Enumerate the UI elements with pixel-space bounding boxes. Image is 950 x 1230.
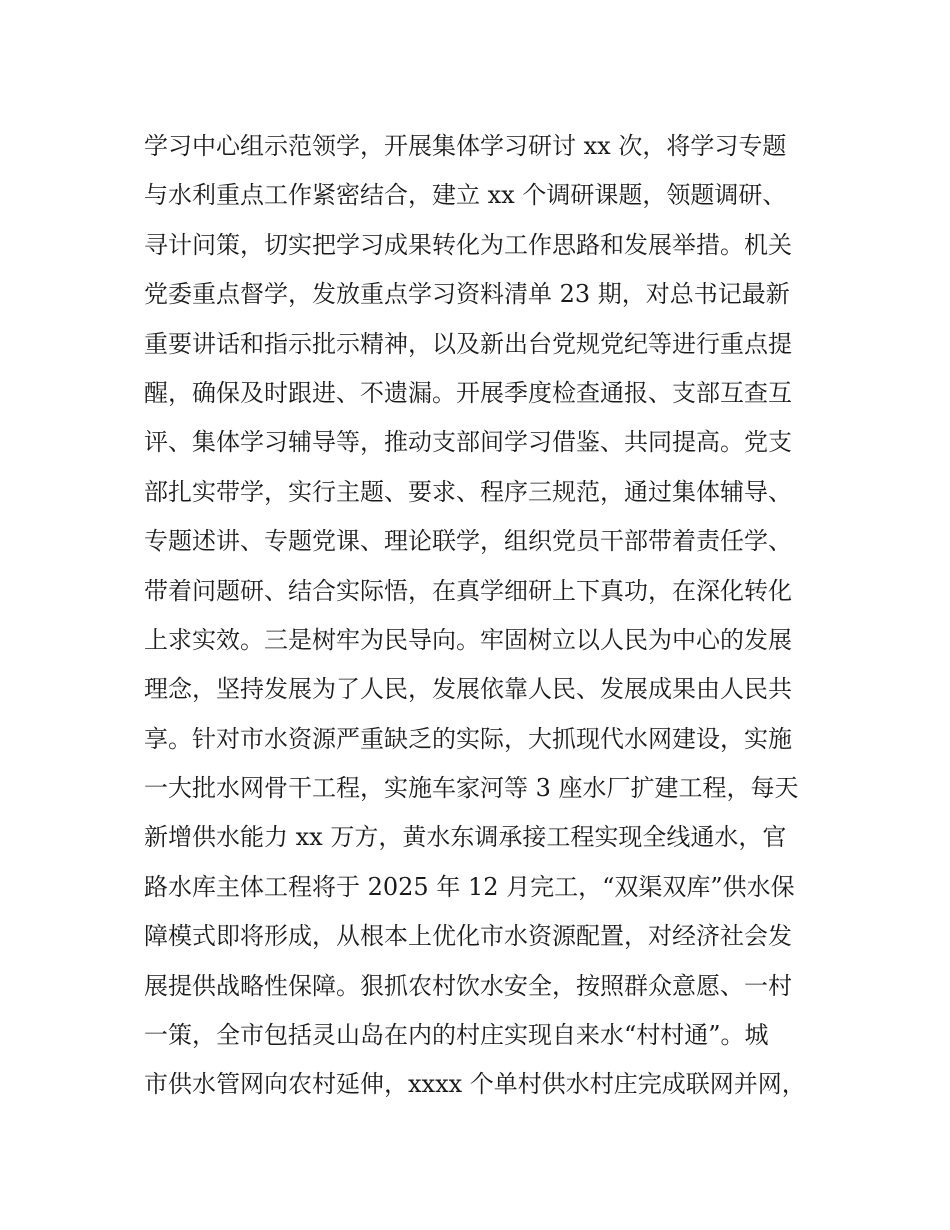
text-line: 寻计问策，切实把学习成果转化为工作思路和发展举措。机关	[144, 230, 792, 259]
text-line: 享。针对市水资源严重缺乏的实际，大抓现代水网建设，实施	[144, 724, 792, 753]
text-line: 新增供水能力 xx 万方，黄水东调承接工程实现全线通水，官	[144, 823, 787, 852]
text-line: 路水库主体工程将于 2025 年 12 月完工，“双渠双库”供水保	[144, 872, 795, 901]
text-line: 部扎实带学，实行主题、要求、程序三规范，通过集体辅导、	[144, 477, 792, 506]
text-line: 市供水管网向农村延伸，xxxx 个单村供水村庄完成联网并网，	[144, 1070, 806, 1099]
text-line: 理念，坚持发展为了人民，发展依靠人民、发展成果由人民共	[144, 675, 792, 704]
text-line: 与水利重点工作紧密结合，建立 xx 个调研课题，领题调研、	[144, 181, 787, 210]
text-line: 带着问题研、结合实际悟，在真学细研上下真功，在深化转化	[144, 576, 792, 605]
text-line: 重要讲话和指示批示精神，以及新出台党规党纪等进行重点提	[144, 329, 792, 358]
text-line: 醒，确保及时跟进、不遗漏。开展季度检查通报、支部互查互	[144, 378, 792, 407]
text-line: 障模式即将形成，从根本上优化市水资源配置，对经济社会发	[144, 922, 792, 951]
body-text	[144, 122, 824, 1110]
text-line: 学习中心组示范领学，开展集体学习研讨 xx 次，将学习专题	[144, 132, 787, 160]
text-line: 评、集体学习辅导等，推动支部间学习借鉴、共同提高。党支	[144, 428, 792, 457]
text-line: 一策，全市包括灵山岛在内的村庄实现自来水“村村通”。城	[144, 1021, 769, 1050]
text-line: 党委重点督学，发放重点学习资料清单 23 期，对总书记最新	[144, 280, 790, 309]
text-line: 一大批水网骨干工程，实施车家河等 3 座水厂扩建工程，每天	[144, 774, 799, 803]
text-line: 上求实效。三是树牢为民导向。牢固树立以人民为中心的发展	[144, 625, 792, 654]
text-line: 专题述讲、专题党课、理论联学，组织党员干部带着责任学、	[144, 527, 792, 556]
text-line: 展提供战略性保障。狠抓农村饮水安全，按照群众意愿、一村	[144, 971, 792, 1000]
